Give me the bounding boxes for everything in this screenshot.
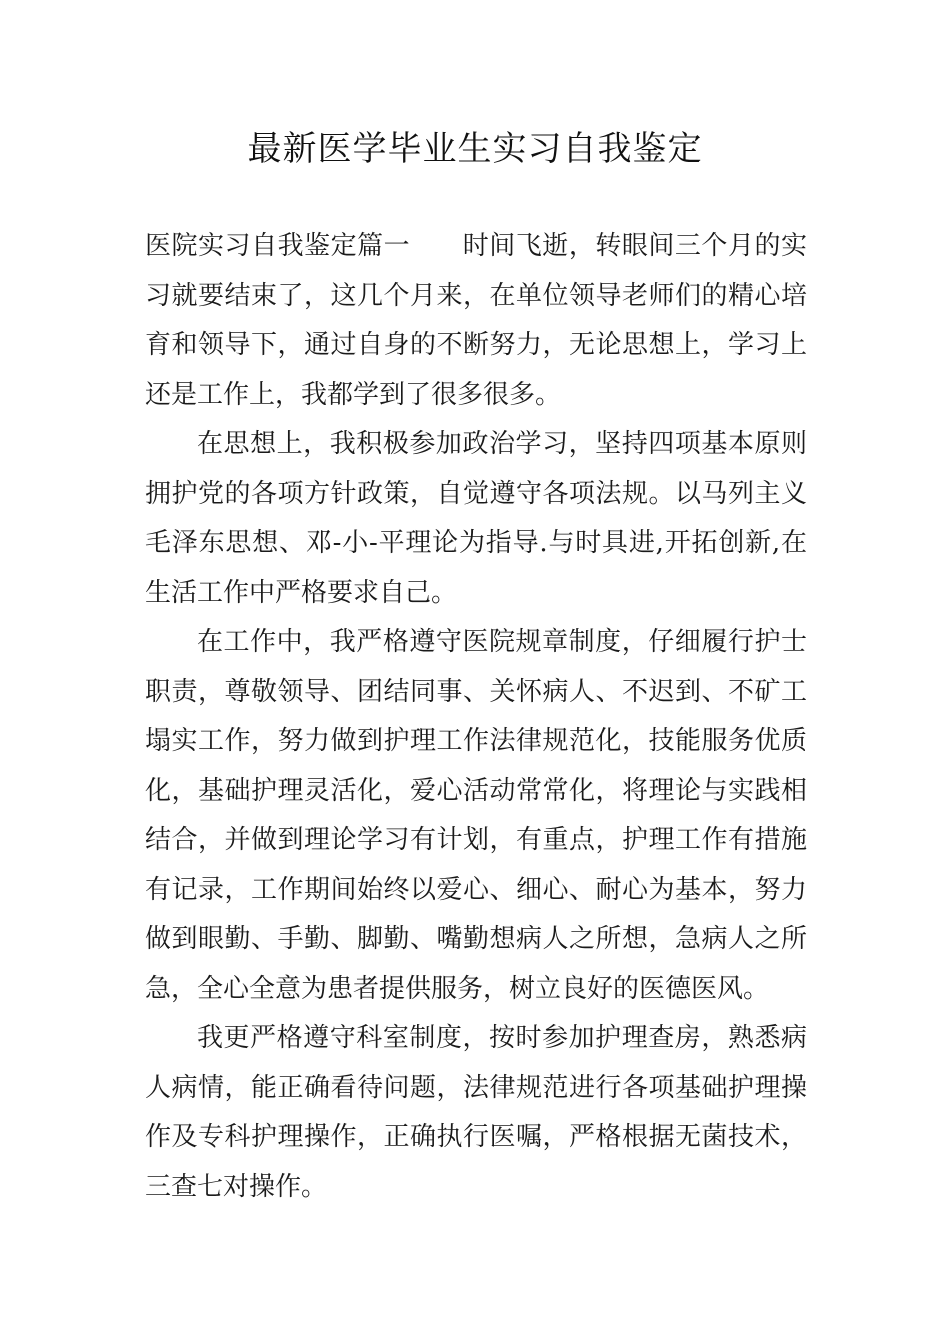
- paragraph-1: [145, 222, 807, 420]
- paragraph-4: 我更严格遵守科室制度，按时参加护理查房，熟悉病人病情，能正确看待问题，法律规范进行各项基础护理操作及专科护理操作，正确执行医嘱，严格根据无菌技术，三查七对操作。: [145, 1023, 807, 1202]
- paragraph-1-text: 时间飞逝，转眼间三个月的实习就要结束了，这几个月来，在单位领导老师们的精心培育和领导下，通过自身的不断努力，无论思想上，学习上还是工作上，我都学到了很多很多。: [145, 231, 807, 410]
- document-title: 最新医学毕业生实习自我鉴定: [247, 129, 703, 169]
- paragraph-3: 在工作中，我严格遵守医院规章制度，仔细履行护士职责，尊敬领导、团结同事、关怀病人、不迟到、不矿工塌实工作，努力做到护理工作法律规范化，技能服务优质化，基础护理灵活化，爱心活动常常化，将理论与实践相结合，并做到理论学习有计划，有重点，护理工作有措施有记录，工作期间始终以爱心、细心、耐心为基本，努力做到眼勤、手勤、脚勤、嘴勤想病人之所想，急病人之所急，全心全意为患者提供服务，树立良好的医德医风。: [145, 627, 807, 1004]
- section-heading: 医院实习自我鉴定篇一: [145, 231, 411, 261]
- document-body: [145, 222, 807, 1212]
- paragraph-2: 在思想上，我积极参加政治学习，坚持四项基本原则拥护党的各项方针政策，自觉遵守各项法规。以马列主义毛泽东思想、邓-小-平理论为指导.与时具进,开拓创新,在生活工作中严格要求自己。: [145, 429, 807, 608]
